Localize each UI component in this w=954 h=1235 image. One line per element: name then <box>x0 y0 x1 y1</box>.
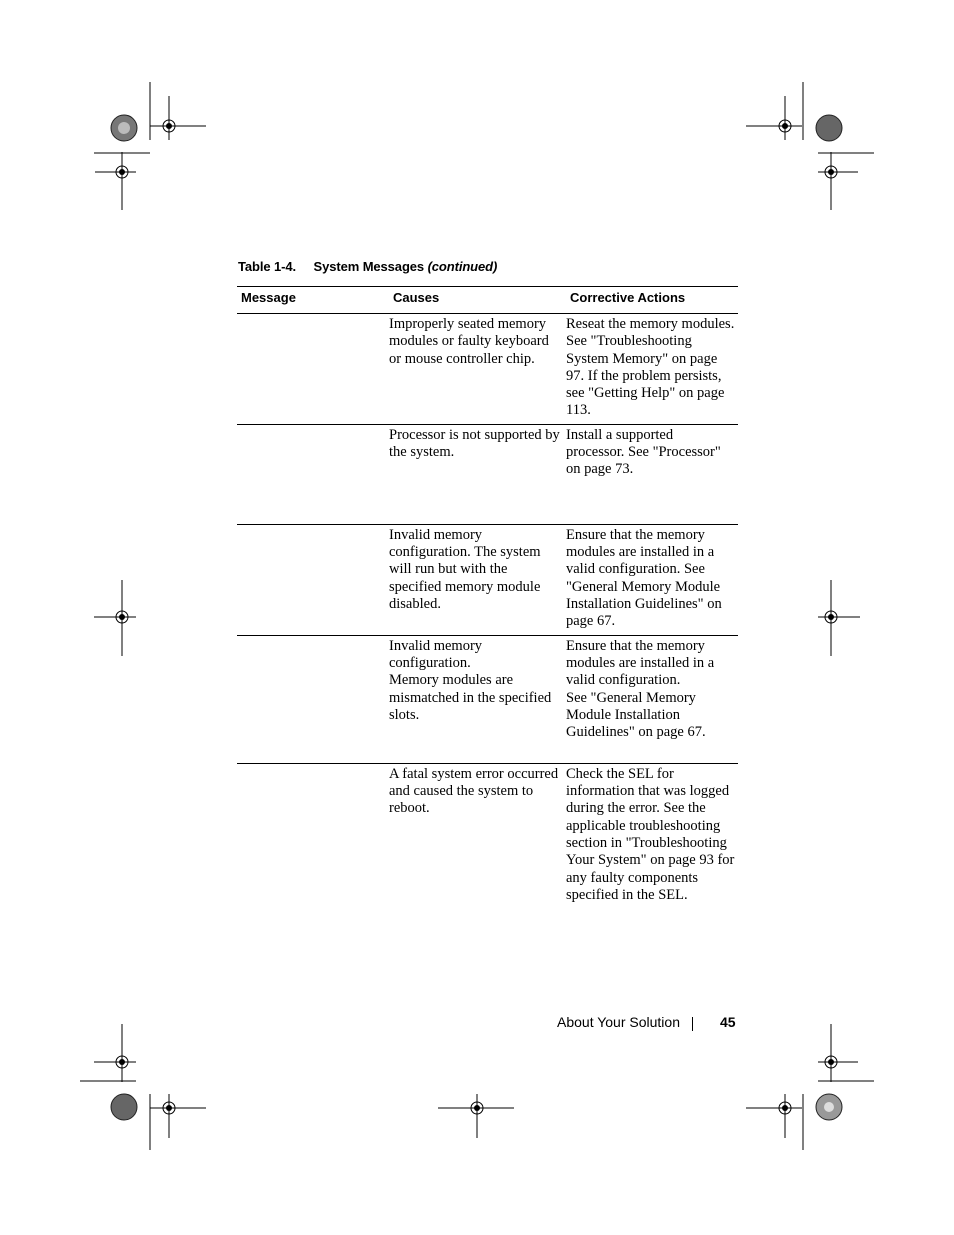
causes-line: Memory modules are mismatched in the specified slots. <box>389 672 552 723</box>
registration-mark-top-right <box>746 82 874 210</box>
header-causes: Causes <box>389 287 566 314</box>
footer-separator <box>692 1017 693 1031</box>
message-cell <box>237 763 389 908</box>
footer-section-title: About Your Solution <box>557 1014 680 1030</box>
causes-cell <box>389 635 566 763</box>
header-corrective-actions: Corrective Actions <box>566 287 738 314</box>
causes-line: Invalid memory configuration. <box>389 637 483 672</box>
causes-cell: Invalid memory configuration. The system will run but with the specified memory module disabled. <box>389 524 566 635</box>
actions-line: See "General Memory Module Installation Guidelines" on page 67. <box>566 689 706 741</box>
table-caption <box>238 259 497 274</box>
system-messages-table <box>237 286 738 908</box>
message-cell <box>237 314 389 425</box>
actions-cell: Check the SEL for information that was logged during the error. See the applicable troubleshooting section in "Troubleshooting Your System" on page 93 for any faulty components specified in the SEL. <box>566 765 735 903</box>
message-cell <box>237 524 389 635</box>
actions-cell: Reseat the memory modules. See "Troubleshooting System Memory" on page 97. If the problem persists, see "Getting Help" on page 113. <box>566 314 738 425</box>
table-row <box>237 763 738 908</box>
table-title: System Messages <box>313 259 425 274</box>
actions-line: Ensure that the memory modules are installed in a valid configuration. <box>566 637 715 689</box>
actions-cell: Install a supported processor. See "Processor" on page 73. <box>566 424 738 524</box>
actions-cell: Ensure that the memory modules are installed in a valid configuration. See "General Memory Module Installation Guidelines" on page 67. <box>566 524 738 635</box>
registration-mark-bottom-left <box>80 1024 206 1152</box>
causes-cell: A fatal system error occurred and caused the system to reboot. <box>389 765 559 817</box>
registration-mark-bottom-right <box>746 1024 874 1152</box>
registration-mark-middle-left <box>94 580 154 656</box>
table-row <box>237 314 738 425</box>
table-number: Table 1-4. <box>238 259 297 274</box>
causes-cell: Improperly seated memory modules or faulty keyboard or mouse controller chip. <box>389 314 566 425</box>
registration-mark-bottom-center <box>438 1094 516 1140</box>
message-cell <box>237 424 389 524</box>
causes-cell: Processor is not supported by the system. <box>389 424 566 524</box>
page-number: 45 <box>720 1014 736 1030</box>
registration-mark-top-left <box>94 82 206 210</box>
table-header-row <box>237 287 738 314</box>
table-row <box>237 524 738 635</box>
header-message: Message <box>237 287 389 314</box>
table-row <box>237 635 738 763</box>
message-cell <box>237 635 389 763</box>
table-continued-label: (continued) <box>427 259 498 274</box>
actions-cell <box>566 635 738 763</box>
table-row <box>237 424 738 524</box>
registration-mark-middle-right <box>812 580 872 656</box>
